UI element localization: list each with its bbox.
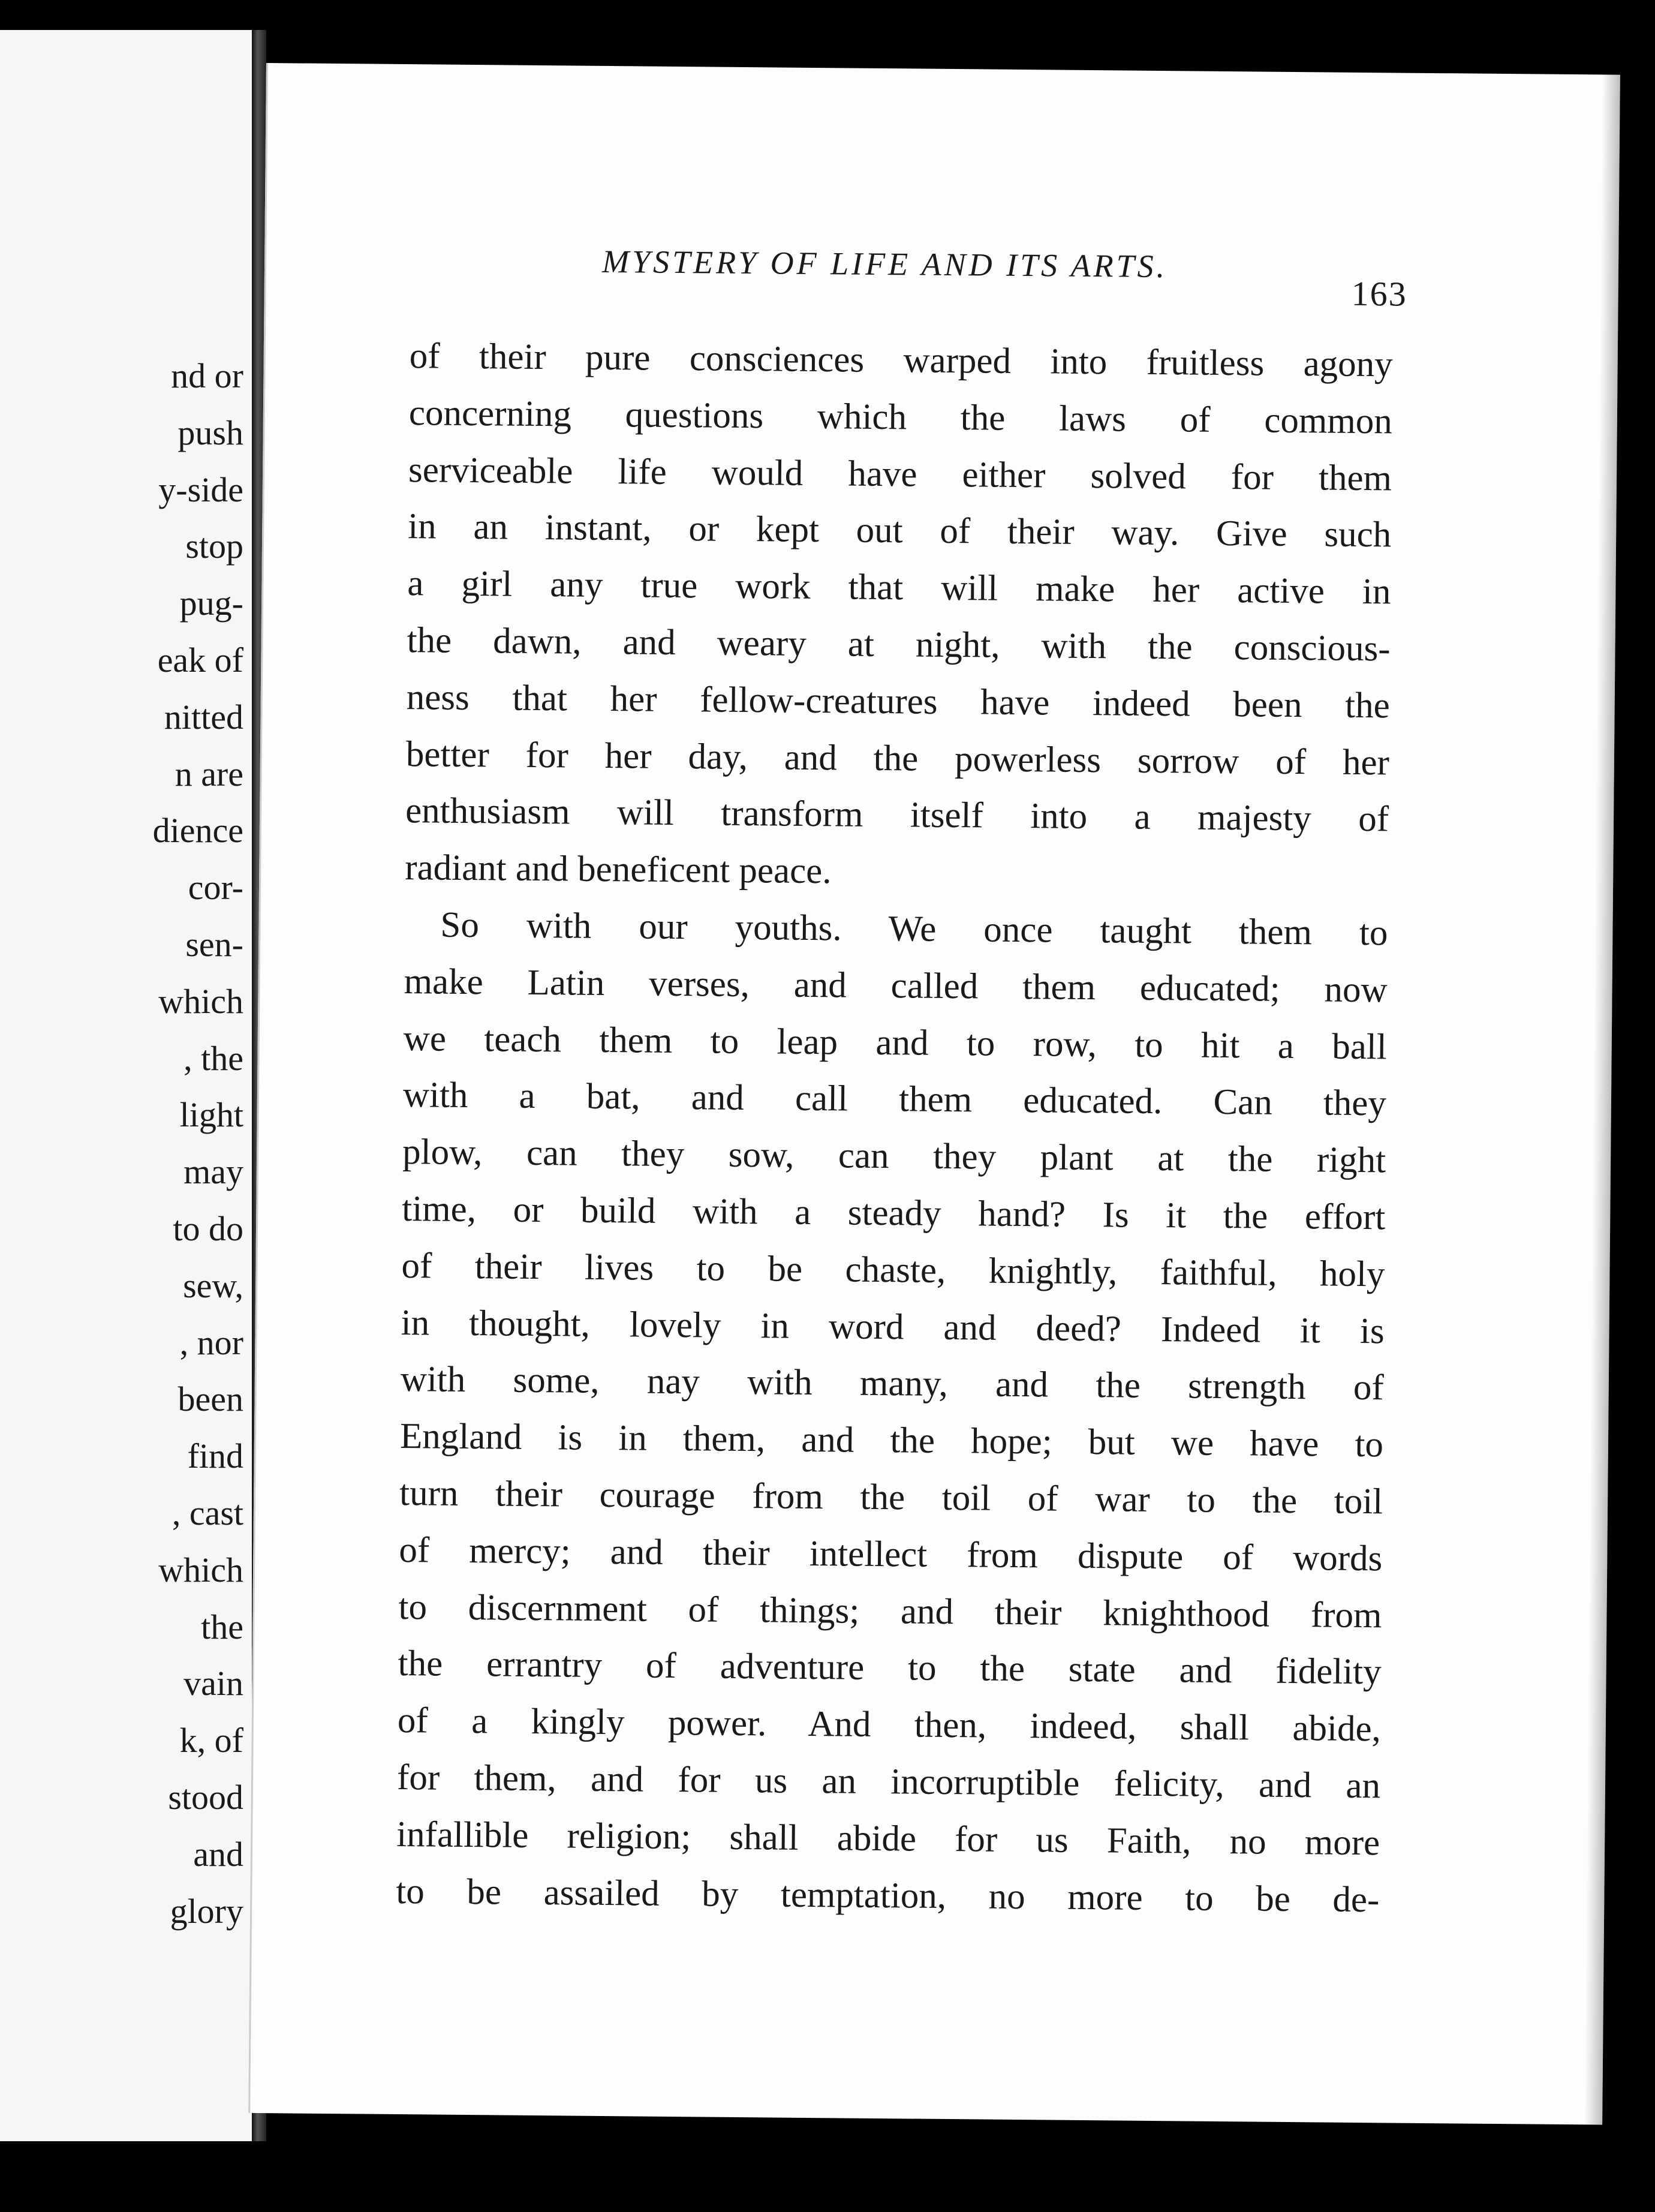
left-line: push bbox=[177, 413, 243, 452]
text-line: make Latin verses, and called them educated; now bbox=[404, 961, 1388, 1011]
left-line: stood bbox=[168, 1777, 243, 1817]
left-line: stop bbox=[185, 527, 243, 566]
left-line: light bbox=[179, 1095, 243, 1135]
text-line: with a bat, and call them educated. Can they bbox=[402, 1075, 1387, 1124]
left-page-text bbox=[12, 348, 252, 1940]
left-line: , the bbox=[183, 1038, 243, 1078]
left-line: which bbox=[158, 981, 243, 1021]
text-line: infallible religion; shall abide for us Faith, no more bbox=[396, 1814, 1380, 1864]
left-line: k, of bbox=[179, 1721, 243, 1760]
right-page bbox=[248, 63, 1620, 2125]
left-line: may bbox=[183, 1152, 243, 1192]
text-line: turn their courage from the toil of war to the toil bbox=[399, 1472, 1383, 1522]
left-line: vain bbox=[183, 1664, 243, 1703]
left-line: sen- bbox=[185, 924, 243, 964]
paragraph bbox=[405, 328, 1393, 905]
text-line: radiant and beneficent peace. bbox=[405, 847, 832, 892]
text-line: serviceable life would have either solved for them bbox=[408, 449, 1392, 498]
text-line: the dawn, and weary at night, with the conscious- bbox=[407, 620, 1391, 669]
left-line: , nor bbox=[179, 1323, 243, 1362]
text-line: in an instant, or kept out of their way. Give such bbox=[407, 506, 1392, 555]
left-line: n are bbox=[174, 754, 243, 794]
text-line: the errantry of adventure to the state and fidelity bbox=[398, 1643, 1382, 1693]
text-line: better for her day, and the powerless sorrow of her bbox=[405, 734, 1390, 783]
text-line: to discernment of things; and their knighthood from bbox=[398, 1586, 1382, 1636]
text-line: a girl any true work that will make her active in bbox=[407, 563, 1391, 612]
text-line: for them, and for us an incorruptible felicity, and an bbox=[396, 1757, 1381, 1807]
text-line: So with our youths. We once taught them to bbox=[440, 904, 1388, 954]
page-number: 163 bbox=[1351, 274, 1407, 314]
left-line: cor- bbox=[188, 868, 243, 907]
left-line: dience bbox=[152, 811, 243, 850]
text-line: ness that her fellow-creatures have indeed been the bbox=[406, 677, 1391, 726]
left-line: eak of bbox=[157, 640, 243, 680]
left-line: been bbox=[177, 1380, 243, 1419]
body-text bbox=[396, 328, 1393, 1929]
page-edge-shadow bbox=[1584, 74, 1620, 2124]
text-line: time, or build with a steady hand? Is it the effort bbox=[402, 1189, 1386, 1238]
left-line: pug- bbox=[179, 584, 243, 623]
text-line: of their pure consciences warped into fruitless agony bbox=[409, 336, 1393, 385]
text-line: concerning questions which the laws of common bbox=[408, 392, 1393, 442]
left-line: to do bbox=[173, 1209, 243, 1248]
left-line: glory bbox=[170, 1891, 243, 1931]
left-line: the bbox=[201, 1607, 243, 1646]
left-page bbox=[0, 30, 252, 2141]
running-head: MYSTERY OF LIFE AND ITS ARTS. bbox=[601, 243, 1168, 285]
text-line: we teach them to leap and to row, to hit a ball bbox=[403, 1018, 1388, 1067]
left-line: , cast bbox=[171, 1493, 243, 1532]
text-line: of a kingly power. And then, indeed, shall abide, bbox=[397, 1700, 1382, 1750]
text-line: to be assailed by temptation, no more to be de- bbox=[396, 1871, 1380, 1920]
text-line: in thought, lovely in word and deed? Indeed it is bbox=[401, 1302, 1385, 1351]
paragraph bbox=[396, 897, 1388, 1929]
text-line: plow, can they sow, can they plant at the right bbox=[402, 1132, 1386, 1181]
left-line: and bbox=[193, 1834, 243, 1874]
left-line: sew, bbox=[183, 1266, 243, 1305]
text-line: with some, nay with many, and the strength of bbox=[400, 1359, 1385, 1408]
left-line: which bbox=[158, 1550, 243, 1589]
left-line: nd or bbox=[171, 356, 243, 395]
text-line: England is in them, and the hope; but we have to bbox=[399, 1416, 1384, 1465]
left-line: nitted bbox=[164, 697, 243, 737]
text-line: enthusiasm will transform itself into a majesty of bbox=[405, 791, 1389, 840]
text-line: of their lives to be chaste, knightly, faithful, holy bbox=[401, 1245, 1385, 1295]
left-line: find bbox=[187, 1436, 243, 1476]
text-line: of mercy; and their intellect from dispute of words bbox=[399, 1529, 1383, 1579]
left-line: y-side bbox=[158, 470, 243, 509]
